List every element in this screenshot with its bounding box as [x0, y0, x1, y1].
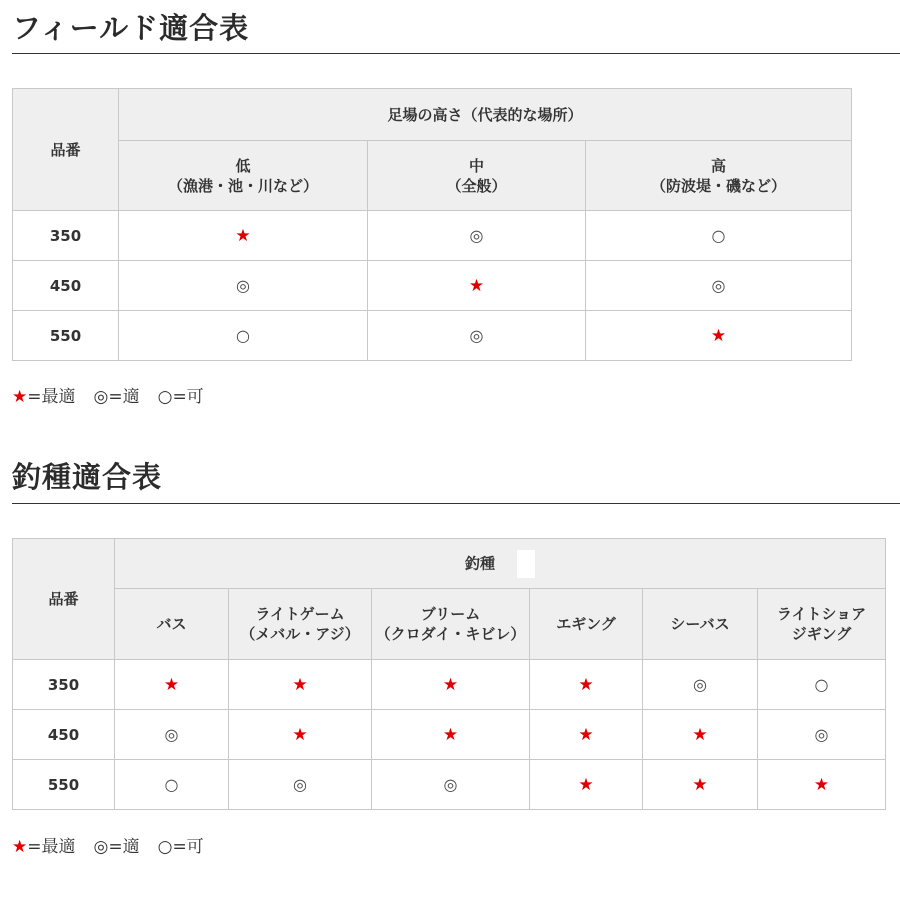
rating-cell: ★ [115, 660, 229, 710]
product-cell: 450 [13, 710, 115, 760]
rating-cell: ★ [530, 710, 643, 760]
rating-cell: ○ [758, 660, 886, 710]
table-row [13, 710, 886, 760]
rating-cell: ★ [643, 710, 758, 760]
column-header: 中 （全般） [368, 141, 586, 211]
table-row [13, 211, 852, 261]
rating-cell: ◎ [229, 760, 372, 810]
table-row [13, 760, 886, 810]
field-legend: ★=最適 ◎=適 ○=可 [12, 387, 204, 407]
rating-cell: ★ [530, 760, 643, 810]
rating-cell: ◎ [643, 660, 758, 710]
rating-cell: ◎ [372, 760, 530, 810]
double-circle-icon: ◎ [93, 837, 109, 857]
rating-cell: ◎ [368, 311, 586, 361]
table-row [13, 311, 852, 361]
rating-cell: ◎ [115, 710, 229, 760]
field-section-title: フィールド適合表 [12, 11, 250, 45]
product-header: 品番 [13, 89, 119, 211]
group-header: 釣種 [115, 539, 886, 589]
rating-cell: ★ [530, 660, 643, 710]
rating-cell: ○ [115, 760, 229, 810]
species-compat-table [12, 538, 886, 810]
field-section-rule [12, 53, 900, 54]
field-compat-table [12, 88, 852, 361]
rating-cell: ○ [586, 211, 852, 261]
rating-cell: ★ [229, 710, 372, 760]
double-circle-icon: ◎ [93, 387, 109, 407]
column-header: シーバス [643, 589, 758, 660]
product-header: 品番 [13, 539, 115, 660]
rating-cell: ★ [368, 261, 586, 311]
product-cell: 550 [13, 311, 119, 361]
group-header: 足場の高さ（代表的な場所） [119, 89, 852, 141]
blank-box [517, 550, 535, 578]
column-header: ライトゲーム （メバル・アジ） [229, 589, 372, 660]
species-section-title: 釣種適合表 [12, 460, 163, 494]
rating-cell: ◎ [119, 261, 368, 311]
rating-cell: ★ [586, 311, 852, 361]
product-cell: 350 [13, 211, 119, 261]
product-cell: 550 [13, 760, 115, 810]
rating-cell: ★ [372, 710, 530, 760]
rating-cell: ◎ [758, 710, 886, 760]
rating-cell: ★ [758, 760, 886, 810]
product-cell: 350 [13, 660, 115, 710]
star-icon: ★ [12, 837, 28, 857]
product-cell: 450 [13, 261, 119, 311]
star-icon: ★ [12, 387, 28, 407]
column-header: 高 （防波堤・磯など） [586, 141, 852, 211]
rating-cell: ★ [119, 211, 368, 261]
rating-cell: ★ [372, 660, 530, 710]
circle-icon: ○ [157, 387, 173, 407]
column-header: 低 （漁港・池・川など） [119, 141, 368, 211]
species-section-rule [12, 503, 900, 504]
rating-cell: ★ [229, 660, 372, 710]
rating-cell: ◎ [586, 261, 852, 311]
column-header: バス [115, 589, 229, 660]
column-header: ブリーム （クロダイ・キビレ） [372, 589, 530, 660]
column-header: ライトショア ジギング [758, 589, 886, 660]
table-row [13, 660, 886, 710]
circle-icon: ○ [157, 837, 173, 857]
rating-cell: ◎ [368, 211, 586, 261]
table-row [13, 261, 852, 311]
column-header: エギング [530, 589, 643, 660]
species-legend: ★=最適 ◎=適 ○=可 [12, 837, 204, 857]
rating-cell: ○ [119, 311, 368, 361]
rating-cell: ★ [643, 760, 758, 810]
